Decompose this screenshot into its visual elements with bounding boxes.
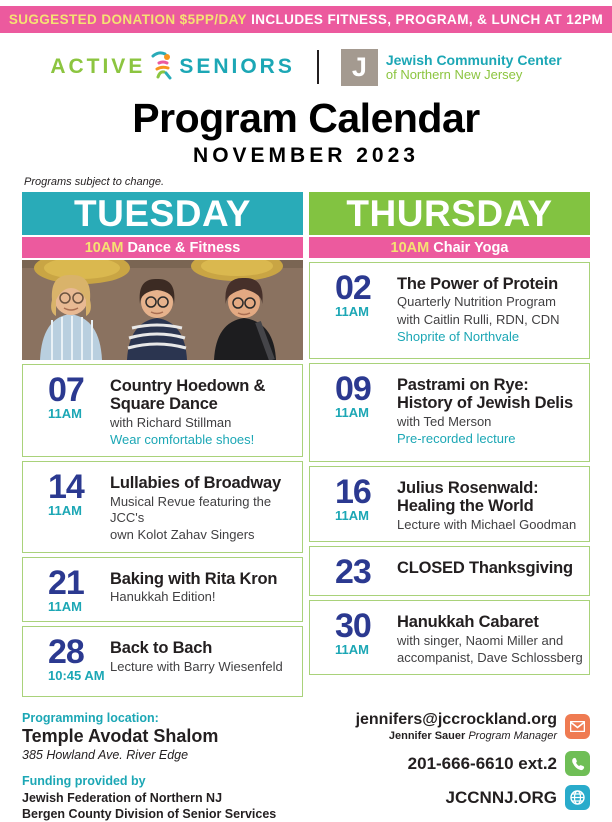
- event-date-block: [335, 269, 397, 319]
- event-info: [397, 274, 560, 345]
- event-title: Julius Rosenwald: Healing the World: [397, 479, 539, 516]
- donation-banner-highlight: SUGGESTED DONATION $5PP/DAY: [8, 12, 247, 27]
- event-title: Baking with Rita Kron: [110, 569, 278, 588]
- event-title: The Power of Protein: [397, 275, 559, 293]
- event-note: Pre-recorded lecture: [397, 431, 516, 447]
- event-detail: with Richard Stillman: [110, 414, 232, 430]
- event-time: 11AM: [335, 303, 369, 319]
- event-time: 11AM: [335, 404, 369, 420]
- event-detail: with singer, Naomi Miller and: [397, 632, 564, 648]
- event-title: Back to Bach: [110, 639, 213, 658]
- email-link[interactable]: jennifers@jccrockland.org: [355, 711, 557, 729]
- donation-banner: [0, 6, 612, 33]
- phone-icon: [565, 751, 590, 776]
- thursday-subheader-time: 10AM: [390, 239, 430, 256]
- event-time: 11AM: [335, 507, 369, 523]
- funding-line-1: Jewish Federation of Northern NJ: [22, 791, 223, 806]
- email-row: [356, 711, 590, 742]
- funding-lines: [22, 791, 322, 822]
- event-title: CLOSED Thanksgiving: [397, 559, 573, 578]
- thursday-header: THURSDAY: [309, 192, 590, 235]
- location-label: Programming location:: [22, 711, 159, 726]
- jcc-region: of Northern New Jersey: [385, 66, 523, 82]
- jcc-logo: [341, 49, 562, 86]
- event-cell: [309, 363, 590, 462]
- change-note: Programs subject to change.: [24, 176, 165, 188]
- event-time: 11AM: [335, 641, 369, 657]
- thursday-events: [309, 258, 590, 675]
- event-note: Wear comfortable shoes!: [110, 432, 255, 448]
- event-date-block: [335, 473, 397, 523]
- event-detail: Musical Revue featuring the JCC's: [110, 493, 272, 526]
- event-info: [110, 569, 277, 606]
- event-date: 21: [48, 563, 84, 602]
- jcc-initial-mark: J: [341, 49, 378, 86]
- event-date-block: [48, 468, 110, 519]
- tuesday-subheader: [22, 237, 303, 258]
- event-cell: [309, 546, 590, 596]
- event-info: [110, 473, 296, 543]
- event-detail: Lecture with Barry Wiesenfeld: [110, 658, 283, 674]
- funding-line-2: Bergen County Division of Senior Services: [22, 806, 277, 821]
- contact-name: Jennifer Sauer: [388, 730, 466, 743]
- tuesday-subheader-label: Dance & Fitness: [123, 239, 241, 256]
- footer-contact: [356, 711, 590, 822]
- contact-person: [356, 730, 557, 742]
- event-info: [110, 376, 296, 448]
- event-date-block: [48, 633, 110, 684]
- page-title: Program Calendar: [132, 95, 480, 141]
- event-detail: with Caitlin Rulli, RDN, CDN: [397, 311, 560, 327]
- event-cell: [22, 626, 303, 697]
- phone-link[interactable]: 201-666-6610 ext.2: [407, 753, 557, 773]
- event-time: 10:45 AM: [48, 668, 105, 684]
- website-row: [446, 785, 590, 810]
- thursday-subheader-label: Chair Yoga: [429, 239, 509, 256]
- event-date-block: [48, 563, 110, 614]
- event-cell: [22, 364, 303, 457]
- event-title: Country Hoedown & Square Dance: [110, 377, 266, 414]
- event-cell: [309, 600, 590, 675]
- flyer-page: [0, 6, 612, 821]
- footer: [22, 711, 590, 822]
- event-detail: Lecture with Michael Goodman: [397, 516, 577, 532]
- event-detail: Quarterly Nutrition Program: [397, 294, 556, 310]
- event-date: 30: [335, 607, 371, 646]
- three-senior-women-photo: [22, 260, 303, 360]
- event-date-block: [48, 371, 110, 421]
- event-date-block: [335, 553, 397, 592]
- logo-divider: [317, 50, 319, 84]
- location-address: 385 Howland Ave. River Edge: [22, 748, 189, 763]
- event-info: [397, 612, 583, 666]
- active-wordmark: ACTIVE: [50, 55, 146, 78]
- jcc-name: Jewish Community Center: [385, 51, 562, 68]
- event-title: Pastrami on Rye: History of Jewish Delis: [397, 376, 574, 413]
- phone-row: [408, 751, 590, 776]
- event-detail: own Kolot Zahav Singers: [110, 527, 255, 543]
- event-info: [397, 478, 583, 533]
- funding-label: Funding provided by: [22, 774, 146, 789]
- event-info: [110, 638, 283, 675]
- event-cell: [309, 466, 590, 542]
- thursday-column: [309, 192, 590, 697]
- tuesday-column: [22, 192, 303, 697]
- event-time: 11AM: [48, 598, 82, 614]
- event-time: 11AM: [48, 405, 82, 421]
- mail-icon: [565, 714, 590, 739]
- event-date: 07: [48, 371, 84, 409]
- event-date-block: [335, 607, 397, 657]
- event-cell: [309, 262, 590, 359]
- event-info: [397, 558, 573, 577]
- event-detail: accompanist, Dave Schlossberg: [397, 649, 583, 665]
- event-detail: Hanukkah Edition!: [110, 589, 216, 605]
- event-cell: [22, 461, 303, 552]
- logo-row: [0, 46, 612, 88]
- page-subtitle: NOVEMBER 2023: [193, 144, 419, 167]
- globe-icon: [565, 785, 590, 810]
- event-date: 14: [48, 468, 84, 507]
- website-link[interactable]: JCCNNJ.ORG: [445, 787, 557, 807]
- event-date: 28: [48, 633, 84, 672]
- event-time: 11AM: [48, 503, 82, 519]
- tuesday-header: TUESDAY: [22, 192, 303, 235]
- tuesday-subheader-time: 10AM: [84, 239, 124, 256]
- event-date: 23: [335, 553, 371, 592]
- footer-left: [22, 711, 322, 822]
- donation-banner-rest: INCLUDES FITNESS, PROGRAM, & LUNCH AT 12PM: [246, 12, 604, 27]
- thursday-subheader: [309, 237, 590, 258]
- event-info: [397, 375, 583, 447]
- program-calendar: [22, 192, 590, 697]
- event-cell: [22, 557, 303, 623]
- event-detail: with Ted Merson: [397, 413, 492, 429]
- contact-role: Program Manager: [465, 730, 557, 743]
- event-date: 09: [335, 370, 371, 408]
- active-seniors-logo: [50, 50, 295, 85]
- event-date: 16: [335, 473, 371, 511]
- dancing-figure-icon: [149, 50, 175, 85]
- jcc-logo-text: [386, 53, 562, 81]
- tuesday-events: [22, 360, 303, 697]
- event-date-block: [335, 370, 397, 420]
- event-date: 02: [335, 269, 371, 307]
- event-title: Lullabies of Broadway: [110, 474, 281, 493]
- event-note: Shoprite of Northvale: [397, 328, 520, 344]
- location-name: Temple Avodat Shalom: [22, 726, 219, 747]
- event-title: Hanukkah Cabaret: [397, 613, 539, 632]
- seniors-wordmark: SENIORS: [179, 55, 295, 78]
